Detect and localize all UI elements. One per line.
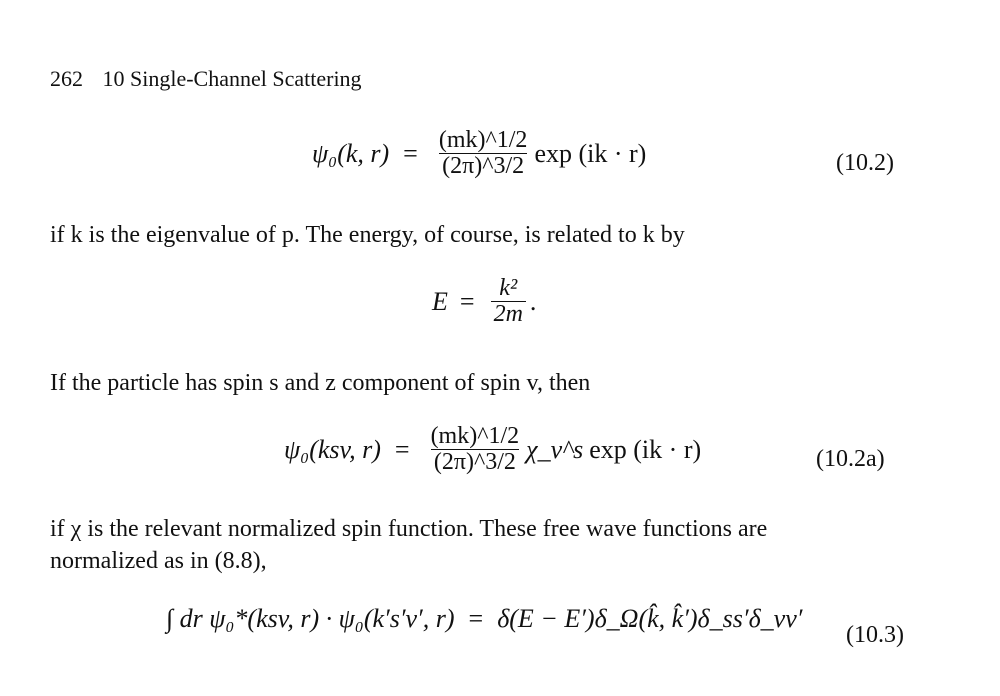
eq-10-2a-lhs: ψ₀(ksv, r) — [284, 434, 381, 464]
eq-energy-trailing: . — [529, 286, 537, 316]
paragraph-1: if k is the eigenvalue of p. The energy, of course, is related to k by — [50, 222, 685, 248]
running-header — [50, 66, 362, 92]
eq-10-3-lhs: ∫ dr ψ₀*(ksv, r) · ψ₀(k′s′v′, r) — [166, 604, 455, 633]
eq-10-2a-number: (10.2a) — [816, 446, 885, 472]
eq-10-3-number: (10.3) — [846, 622, 904, 648]
equation-10-2 — [312, 128, 646, 179]
running-title: 10 Single-Channel Scattering — [102, 66, 362, 91]
paragraph-3-line-1: if χ is the relevant normalized spin function. These free wave functions are — [50, 516, 768, 542]
eq-10-2-rhs: exp (ik · r) — [534, 138, 647, 168]
eq-energy-numerator: k² — [499, 275, 518, 301]
eq-energy-fraction — [491, 276, 526, 327]
equation-10-2a — [284, 424, 701, 475]
equation-10-3 — [166, 604, 802, 634]
eq-10-2a-equals: = — [394, 434, 410, 464]
equation-energy — [432, 276, 536, 327]
eq-10-2a-fraction — [428, 424, 523, 475]
eq-10-2a-spin: χ_v^s — [526, 434, 584, 464]
eq-10-2a-rhs: exp (ik · r) — [589, 434, 702, 464]
page-number: 262 — [50, 66, 83, 91]
eq-10-2-number: (10.2) — [836, 150, 894, 176]
eq-energy-lhs: E — [432, 286, 448, 316]
eq-energy-equals: = — [459, 286, 475, 316]
paragraph-3-line-2: normalized as in (8.8), — [50, 548, 267, 574]
eq-10-3-rhs: δ(E − E′)δ_Ω(k̂, k̂′)δ_ss′δ_vv′ — [497, 604, 803, 633]
eq-10-3-equals: = — [468, 604, 484, 633]
eq-10-2-fraction — [436, 128, 531, 179]
eq-10-2-denominator: (2π)^3/2 — [439, 153, 527, 179]
eq-10-2a-denominator: (2π)^3/2 — [431, 449, 519, 475]
eq-energy-denominator: 2m — [491, 301, 526, 327]
paragraph-2: If the particle has spin s and z component of spin v, then — [50, 370, 591, 396]
eq-10-2-equals: = — [403, 138, 418, 168]
eq-10-2-lhs: ψ₀(k, r) — [312, 138, 390, 168]
eq-10-2-numerator: (mk)^1/2 — [438, 127, 528, 153]
eq-10-2a-numerator: (mk)^1/2 — [430, 423, 520, 449]
